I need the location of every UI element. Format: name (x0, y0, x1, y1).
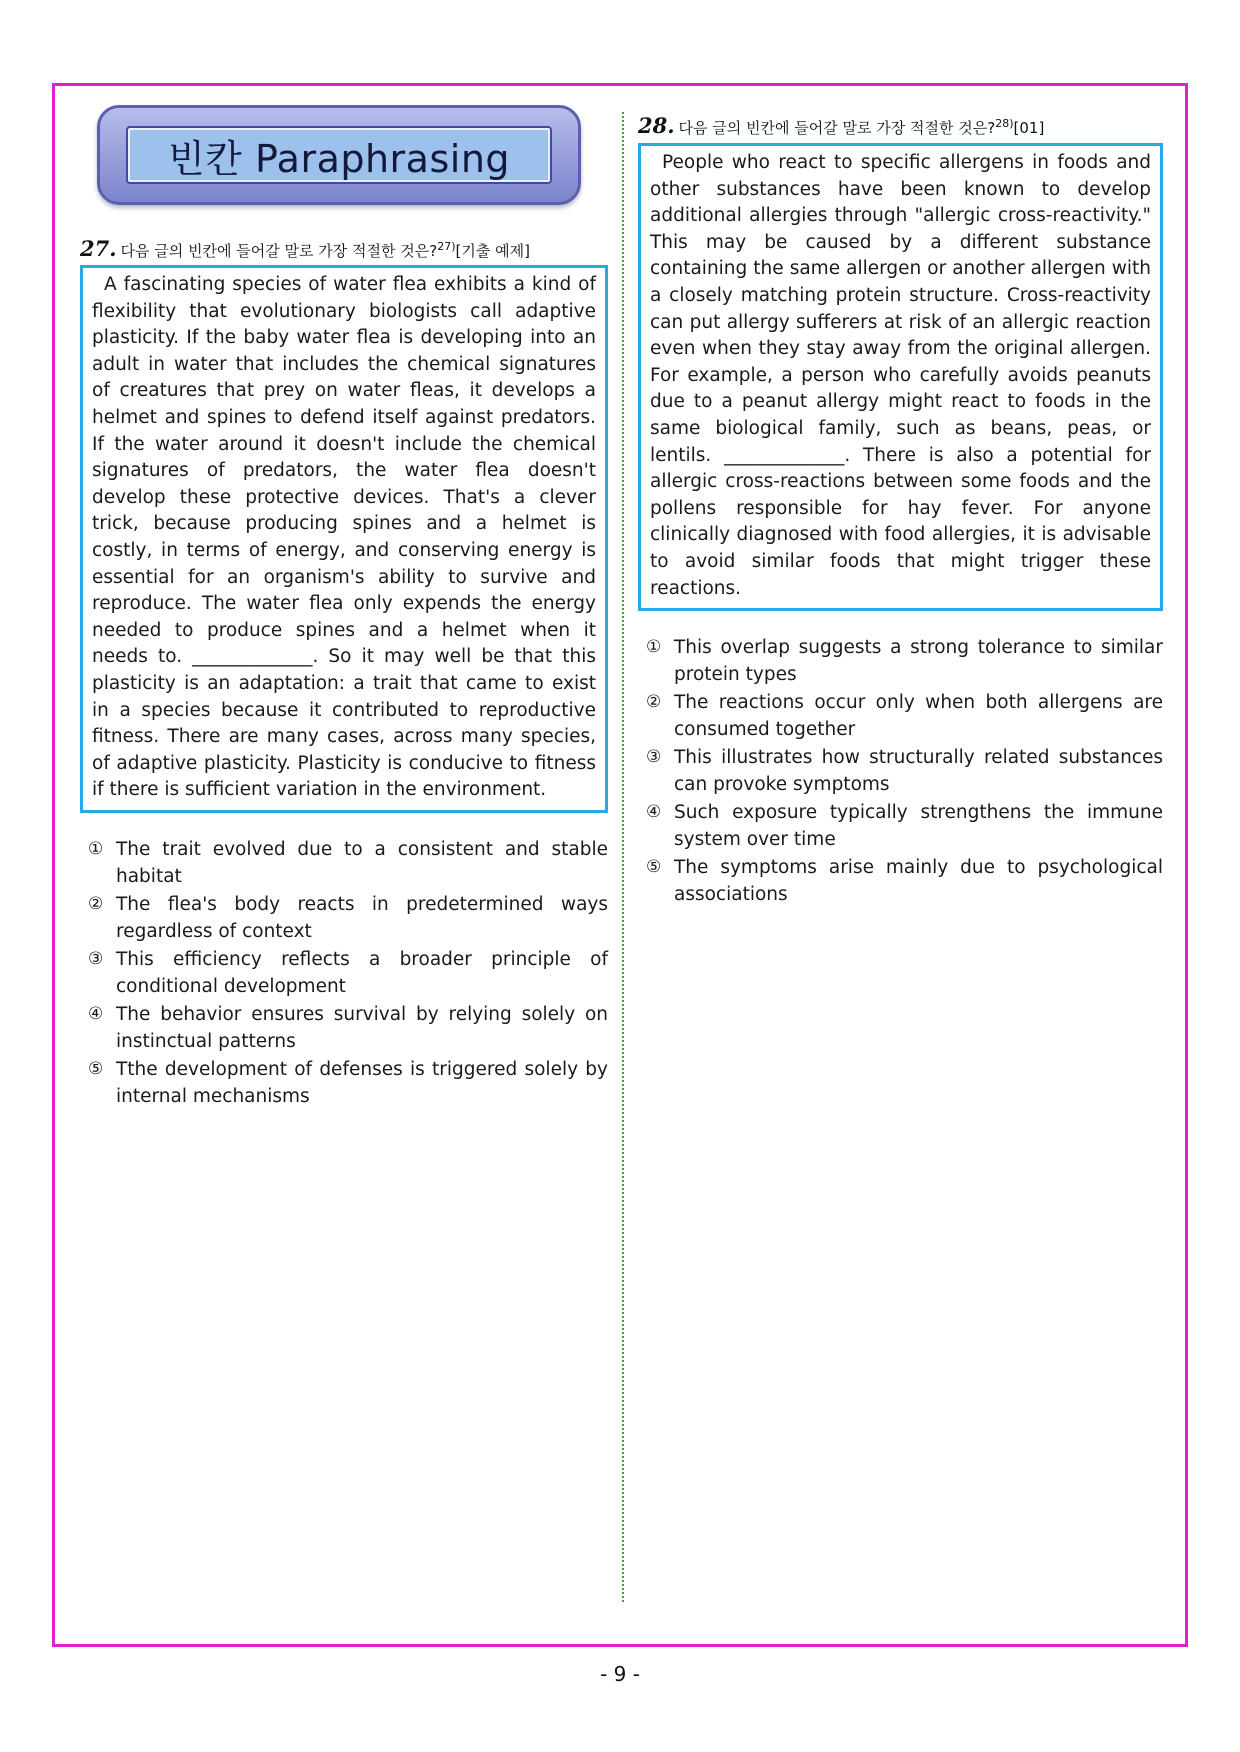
question-28-instruction: 다음 글의 빈칸에 들어갈 말로 가장 적절한 것은? (678, 119, 996, 137)
question-27-choice-4[interactable]: ④ The behavior ensures survival by relying solely on instinctual patterns (88, 1003, 608, 1052)
question-28-footnote-ref: 28) (995, 117, 1014, 130)
question-27-choice-5[interactable]: ⑤ Tthe development of defenses is triggered solely by internal mechanisms (88, 1058, 608, 1107)
page-number: - 9 - (600, 1662, 640, 1686)
question-28-blank: _____________ (724, 444, 845, 466)
question-27-passage (80, 265, 608, 813)
question-27-choice-2[interactable]: ② The flea's body reacts in predetermined ways regardless of context (88, 893, 608, 942)
question-28-choice-4[interactable]: ④ Such exposure typically strengthens the immune system over time (646, 802, 1163, 851)
question-28-header (638, 112, 1163, 140)
question-28-passage-after: . There is also a potential for allergic cross-reactions between some foods and the pollens responsible for hay fever. For anyone clinically diagnosed with food allergies, it is advisable to avoid similar foods that might trigger these reactions. (650, 444, 1151, 599)
question-27-choice-1[interactable]: ① The trait evolved due to a consistent and stable habitat (88, 838, 608, 887)
question-27-source: [기출 예제] (455, 242, 530, 260)
question-27-header (80, 235, 608, 263)
question-28-choices (638, 634, 1163, 908)
column-divider (622, 112, 624, 1602)
question-27-passage-after: . So it may well be that this plasticity is an adaptation: a trait that came to exist in a species because it contributed to reproductive fitness. There are many cases, across many species, of adaptive plasticity. Plasticity is conducive to fitness if there is sufficient variation in the environment. (92, 646, 596, 801)
question-28-number: 28. (638, 113, 675, 138)
question-28-choice-3[interactable]: ③ This illustrates how structurally related substances can provoke symptoms (646, 747, 1163, 796)
question-28-choice-2[interactable]: ② The reactions occur only when both allergens are consumed together (646, 692, 1163, 741)
question-27-blank: _____________ (192, 646, 313, 668)
section-title-badge (97, 105, 581, 205)
question-27-footnote-ref: 27) (437, 240, 456, 253)
left-column (80, 105, 608, 1111)
question-27-passage-before: A fascinating species of water flea exhibits a kind of flexibility that evolutionary biologists call adaptive plasticity. If the baby water flea is developing into an adult in water that includes the chemical signatures of creatures that prey on water fleas, it develops a helmet and spines to defend itself against predators. If the water around it doesn't include the chemical signatures of predators, the water flea doesn't develop these protective devices. That's a clever trick, because producing spines and a helmet is costly, in terms of energy, and conserving energy is essential for an organism's ability to survive and reproduce. The water flea only expends the energy needed to produce spines and a helmet when it needs to. (92, 274, 596, 668)
question-28-passage-before: People who react to specific allergens in foods and other substances have been known to develop additional allergies through "allergic cross-reactivity." This may be caused by a different substance containing the same allergen or another allergen with a closely matching protein structure. Cross-reactivity can put allergy sufferers at risk of an allergic reaction even when they stay away from the original allergen. For example, a person who carefully avoids peanuts due to a peanut allergy might react to foods in the same biological family, such as beans, peas, or lentils. (650, 152, 1151, 466)
section-title: 빈칸 Paraphrasing (167, 136, 511, 181)
question-28-source: [01] (1013, 119, 1045, 137)
question-28-passage (638, 143, 1163, 611)
question-27-instruction: 다음 글의 빈칸에 들어갈 말로 가장 적절한 것은? (120, 242, 438, 260)
right-column (638, 112, 1163, 909)
question-27-choices (80, 836, 608, 1110)
question-28-choice-1[interactable]: ① This overlap suggests a strong tolerance to similar protein types (646, 637, 1163, 686)
question-27-choice-3[interactable]: ③ This efficiency reflects a broader principle of conditional development (88, 948, 608, 997)
section-title-panel (126, 126, 552, 184)
question-27-number: 27. (80, 236, 117, 261)
question-28-choice-5[interactable]: ⑤ The symptoms arise mainly due to psychological associations (646, 857, 1163, 906)
